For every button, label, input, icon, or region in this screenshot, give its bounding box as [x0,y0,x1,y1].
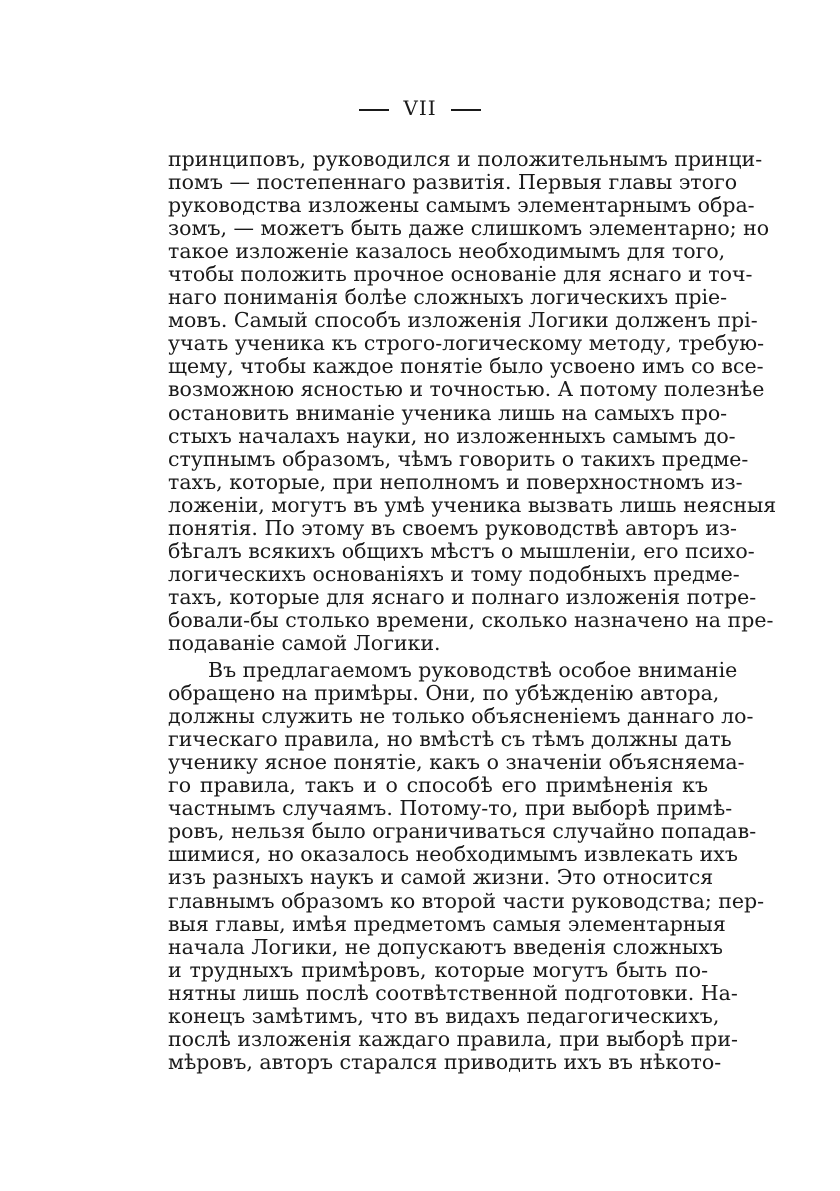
body-text [168,147,777,1074]
text-line: логическихъ основаніяхъ и тому подобныхъ предме- [168,561,740,586]
text-line: подаваніе самой Логики. [168,630,441,655]
text-line: гическаго правила, но вмѣстѣ съ тѣмъ должны дать [168,727,732,752]
text-line: изъ разныхъ наукъ и самой жизни. Это относится [168,865,714,890]
text-line: должны служить не только объясненіемъ даннаго ло- [168,704,754,729]
header-dash-left [359,109,389,111]
text-line: выя главы, имѣя предметомъ самыя элементарныя [168,911,726,936]
text-line: ровъ, нельзя было ограничиваться случайно попадав- [168,819,757,844]
text-line: тахъ, которые, при неполномъ и поверхностномъ из- [168,469,743,494]
text-line: нятны лишь послѣ соотвѣтственной подготовки. На- [168,980,738,1005]
text-line: конецъ замѣтимъ, что въ видахъ педагогическихъ, [168,1003,720,1028]
text-line: щему, чтобы каждое понятіе было усвоено имъ со все- [168,354,764,379]
text-line: такое изложеніе казалось необходимымъ для того, [168,239,726,264]
text-line: послѣ изложенія каждаго правила, при выборѣ при- [168,1026,738,1051]
text-line: ступнымъ образомъ, чѣмъ говорить о такихъ предме- [168,446,749,471]
text-line: Въ предлагаемомъ руководствѣ особое вниманіе [208,658,738,683]
text-line: го правила, такъ и о способѣ его примѣненія къ [168,773,708,798]
text-line: чтобы положить прочное основаніе для яснаго и точ- [168,262,753,287]
text-line: главнымъ образомъ ко второй части руководства; пер- [168,888,765,913]
text-line: остановить вниманіе ученика лишь на самыхъ про- [168,400,728,425]
text-line: руководства изложены самымъ элементарнымъ обра- [168,193,755,218]
paragraph [168,147,777,655]
text-line: наго пониманія болѣе сложныхъ логическихъ пріе- [168,285,728,310]
text-line: шимися, но оказалось необходимымъ извлекать ихъ [168,842,738,867]
text-line: помъ — постепеннаго развитія. Первыя главы этого [168,170,738,195]
text-line: бѣгалъ всякихъ общихъ мѣстъ о мышленіи, его психо- [168,538,755,563]
page-number: VII [403,96,437,120]
text-line: начала Логики, не допускаютъ введенія сложныхъ [168,934,723,959]
paragraph [168,658,765,1074]
text-line: учать ученика къ строго-логическому методу, требую- [168,331,765,356]
text-line: ученику ясное понятіе, какъ о значеніи объясняема- [168,750,745,775]
text-line: принциповъ, руководился и положительнымъ принци- [168,147,763,171]
page-header [0,96,840,120]
text-line: обращено на примѣры. Они, по убѣжденію автора, [168,681,720,706]
text-line: понятія. По этому въ своемъ руководствѣ авторъ из- [168,515,737,540]
text-line: бовали-бы столько времени, сколько назначено на пре- [168,607,774,632]
text-line: мовъ. Самый способъ изложенія Логики долженъ прі- [168,308,758,333]
text-line: возможною ясностью и точностью. А потому полезнѣе [168,377,765,402]
header-dash-right [451,109,481,111]
text-line: мѣровъ, авторъ старался приводить ихъ въ нѣкото- [168,1049,722,1074]
text-line: тахъ, которые для яснаго и полнаго изложенія потре- [168,584,757,609]
text-line: зомъ, — можетъ быть даже слишкомъ элементарно; но [168,216,770,241]
text-line: ложеніи, могутъ въ умѣ ученика вызвать лишь неясныя [168,492,777,517]
text-line: стыхъ началахъ науки, но изложенныхъ самымъ до- [168,423,736,448]
text-line: и трудныхъ примѣровъ, которые могутъ быть по- [168,957,708,982]
text-line: частнымъ случаямъ. Потому-то, при выборѣ примѣ- [168,796,733,821]
